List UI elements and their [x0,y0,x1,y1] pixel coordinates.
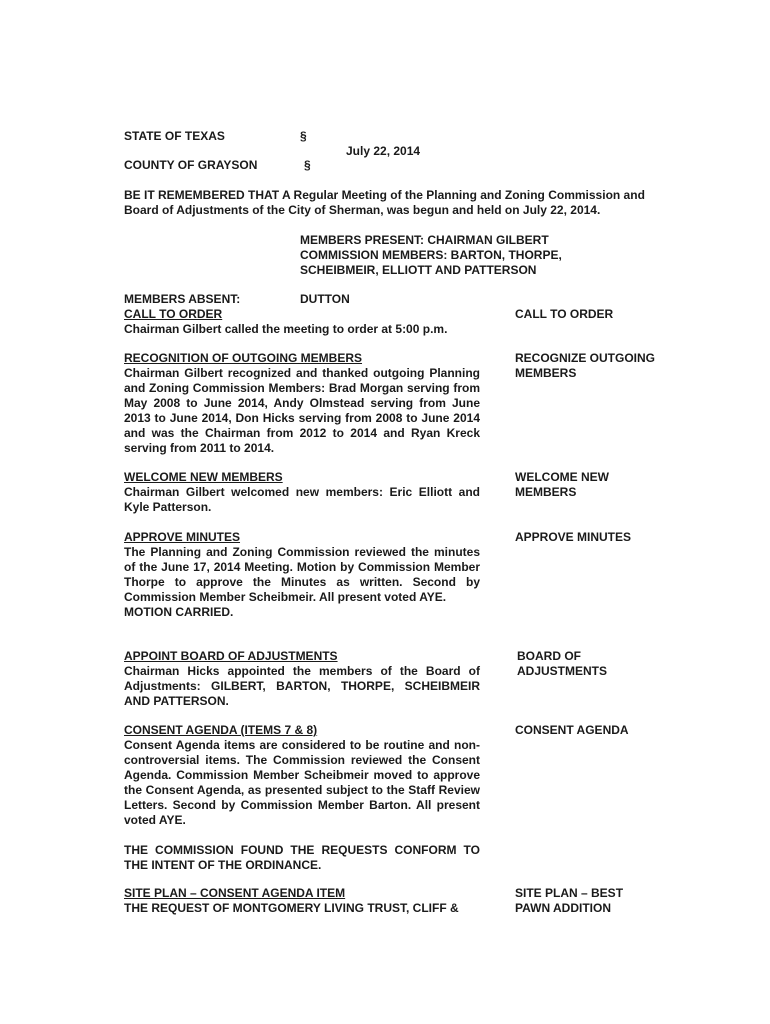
section-body: Consent Agenda items are considered to be routine and non-controversial items. The Commission reviewed the Consent Agenda. Commission Member Scheibmeir moved to approve the Consent Agenda, as presented subject to the Staff Review Letters. Second by Commission Member Barton. All present voted AYE. [124,738,480,827]
side-label: CONSENT AGENDA [515,723,629,737]
state-label: STATE OF TEXAS [124,129,225,143]
side-label: APPROVE MINUTES [515,530,632,544]
members-absent-value: DUTTON [300,292,350,306]
recognition-section [124,351,480,456]
members-present-line: COMMISSION MEMBERS: BARTON, THORPE, [300,248,562,262]
section-body: Chairman Hicks appointed the members of the Board of Adjustments: GILBERT, BARTON, THORPE, SCHEIBMEIR AND PATTERSON. [124,664,480,708]
section-body: Chairman Gilbert welcomed new members: Eric Elliott and Kyle Patterson. [124,485,480,514]
section-heading: WELCOME NEW MEMBERS [124,470,283,484]
welcome-section [124,470,480,515]
board-of-adjustments-section [124,649,480,709]
members-present-line: MEMBERS PRESENT: CHAIRMAN GILBERT [300,233,549,247]
side-label: BOARD OF ADJUSTMENTS [517,649,608,678]
section-heading: CALL TO ORDER [124,307,223,321]
section-heading: APPOINT BOARD OF ADJUSTMENTS [124,649,338,663]
motion-result: MOTION CARRIED. [124,605,234,619]
section-symbol: § [304,158,311,172]
section-heading: RECOGNITION OF OUTGOING MEMBERS [124,351,363,365]
members-absent-label: MEMBERS ABSENT: [124,292,241,306]
meeting-date: July 22, 2014 [346,144,421,158]
section-body: THE REQUEST OF MONTGOMERY LIVING TRUST, CLIFF & [124,901,459,915]
call-to-order-section [124,307,480,337]
commission-finding: THE COMMISSION FOUND THE REQUESTS CONFORM TO THE INTENT OF THE ORDINANCE. [124,843,480,872]
intro-paragraph: BE IT REMEMBERED THAT A Regular Meeting of the Planning and Zoning Commission and Board of Adjustments of the City of Sherman, was begun and held on July 22, 2014. [124,188,645,217]
site-plan-section [124,886,480,916]
side-label: WELCOME NEW MEMBERS [515,470,609,499]
side-label: CALL TO ORDER [515,307,614,321]
section-body: Chairman Gilbert called the meeting to order at 5:00 p.m. [124,322,448,336]
section-heading: APPROVE MINUTES [124,530,241,544]
section-heading: CONSENT AGENDA (ITEMS 7 & 8) [124,723,318,737]
section-body: The Planning and Zoning Commission reviewed the minutes of the June 17, 2014 Meeting. Motion by Commission Member Thorpe to approve the Minutes as written. Second by Commission Member Scheibmeir. All present voted AYE. [124,545,480,604]
side-label: RECOGNIZE OUTGOING MEMBERS [515,351,656,380]
county-label: COUNTY OF GRAYSON [124,158,258,172]
section-body: Chairman Gilbert recognized and thanked outgoing Planning and Zoning Commission Members: Brad Morgan serving from May 2008 to June 2014, Andy Olmstead serving from June 2013 to June 2014, Don Hicks serving from 2008 to June 2014 and was the Chairman from 2012 to 2014 and Ryan Kreck serving from 2011 to 2014. [124,366,480,455]
section-heading: SITE PLAN – CONSENT AGENDA ITEM [124,886,346,900]
members-present-line: SCHEIBMEIR, ELLIOTT AND PATTERSON [300,263,537,277]
approve-minutes-section [124,530,480,620]
consent-agenda-section [124,723,480,873]
side-label: SITE PLAN – BEST PAWN ADDITION [515,886,624,915]
section-symbol: § [300,129,307,143]
